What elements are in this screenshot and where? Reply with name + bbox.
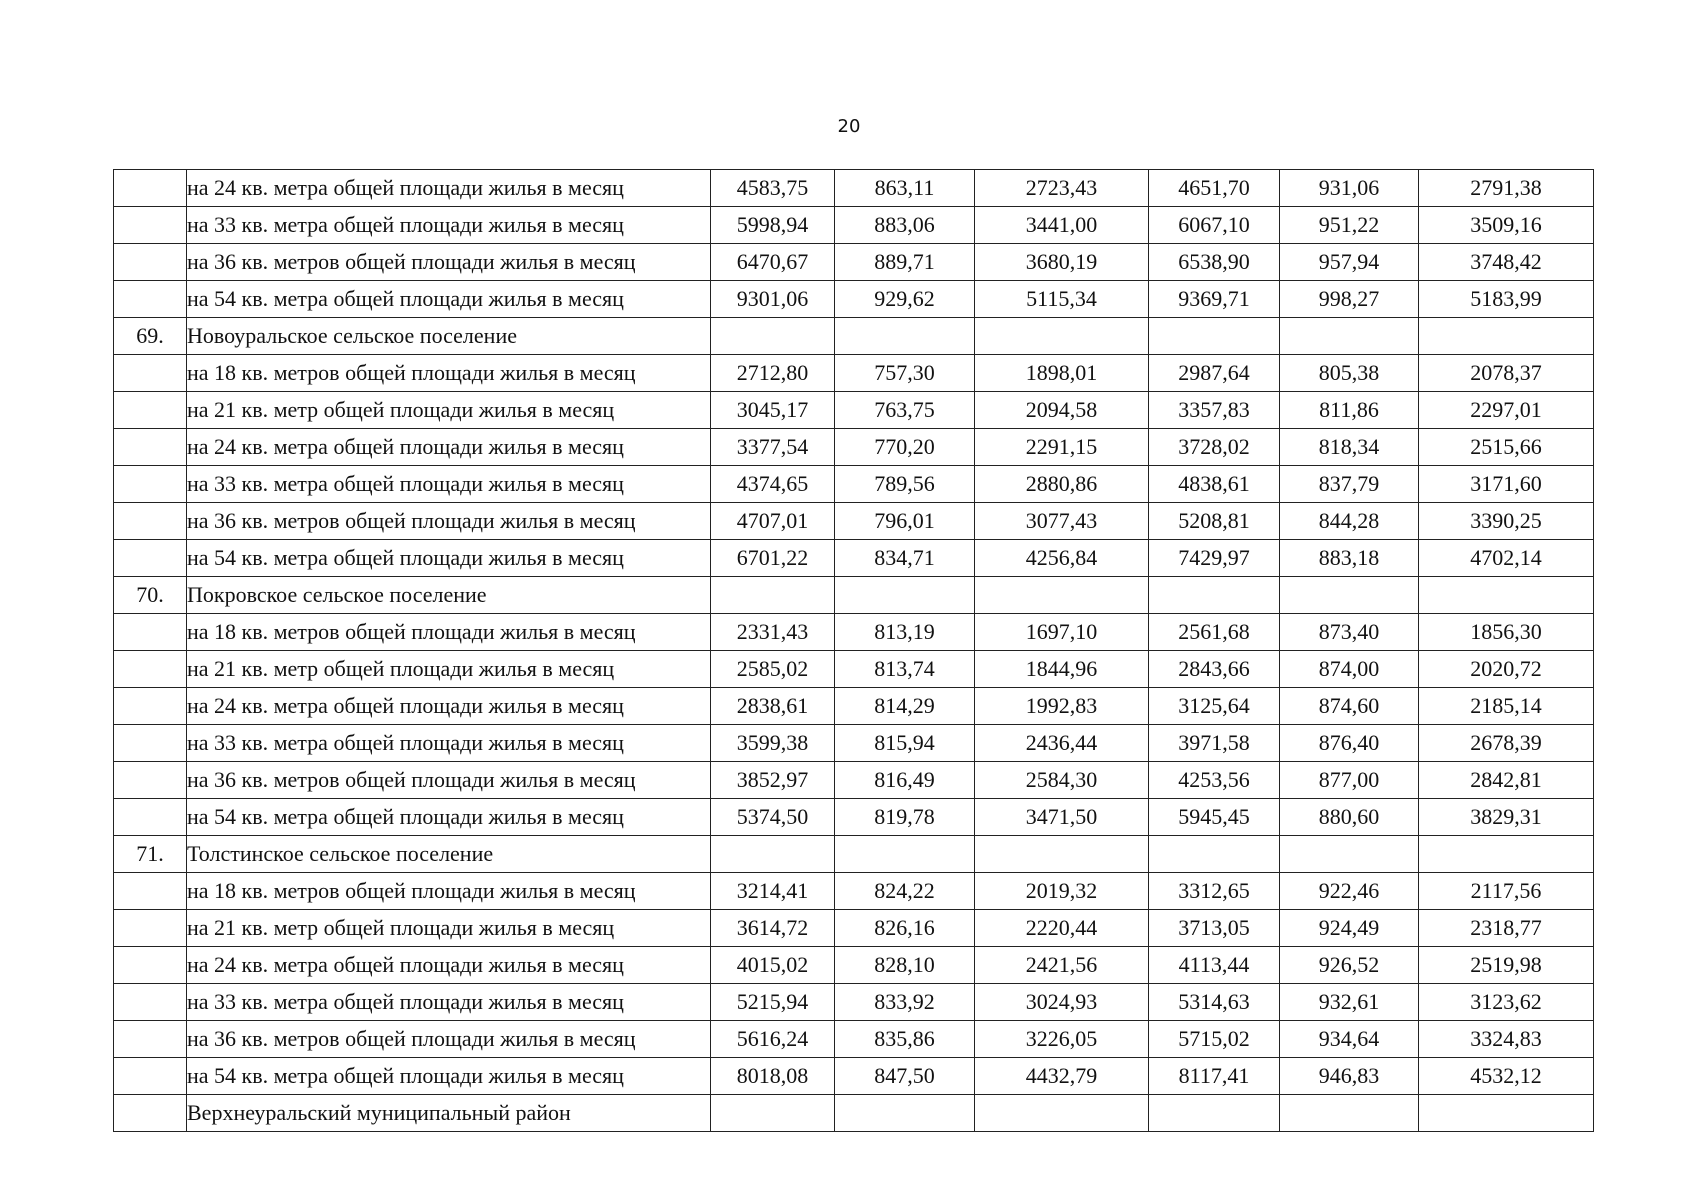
value-cell-5: 922,46 <box>1280 873 1419 910</box>
value-cell-4 <box>1149 836 1280 873</box>
value-cell-2 <box>835 318 975 355</box>
value-cell-6: 2515,66 <box>1419 429 1594 466</box>
row-description-cell: на 21 кв. метр общей площади жилья в месяц <box>187 392 711 429</box>
row-number-cell <box>114 1095 187 1132</box>
table-row <box>114 355 1594 392</box>
value-cell-4: 2561,68 <box>1149 614 1280 651</box>
table-row <box>114 1021 1594 1058</box>
value-cell-1: 2712,80 <box>711 355 835 392</box>
value-cell-6 <box>1419 836 1594 873</box>
value-cell-4: 3312,65 <box>1149 873 1280 910</box>
value-cell-2: 826,16 <box>835 910 975 947</box>
value-cell-1: 5215,94 <box>711 984 835 1021</box>
value-cell-3: 1697,10 <box>975 614 1149 651</box>
value-cell-6: 2185,14 <box>1419 688 1594 725</box>
value-cell-5: 876,40 <box>1280 725 1419 762</box>
value-cell-6: 4532,12 <box>1419 1058 1594 1095</box>
value-cell-2: 816,49 <box>835 762 975 799</box>
row-description-cell: на 54 кв. метра общей площади жилья в месяц <box>187 540 711 577</box>
value-cell-4: 4253,56 <box>1149 762 1280 799</box>
value-cell-4: 3728,02 <box>1149 429 1280 466</box>
row-number-cell <box>114 688 187 725</box>
row-number-cell <box>114 1058 187 1095</box>
value-cell-6: 2678,39 <box>1419 725 1594 762</box>
value-cell-5 <box>1280 318 1419 355</box>
value-cell-4: 9369,71 <box>1149 281 1280 318</box>
value-cell-1: 4583,75 <box>711 170 835 207</box>
value-cell-1: 3614,72 <box>711 910 835 947</box>
value-cell-6: 2297,01 <box>1419 392 1594 429</box>
value-cell-4: 5715,02 <box>1149 1021 1280 1058</box>
value-cell-6: 3829,31 <box>1419 799 1594 836</box>
value-cell-3: 3077,43 <box>975 503 1149 540</box>
value-cell-5: 874,60 <box>1280 688 1419 725</box>
value-cell-4: 6538,90 <box>1149 244 1280 281</box>
row-number-cell <box>114 614 187 651</box>
value-cell-3: 2094,58 <box>975 392 1149 429</box>
value-cell-6: 4702,14 <box>1419 540 1594 577</box>
value-cell-4: 4113,44 <box>1149 947 1280 984</box>
table-body <box>114 170 1594 1132</box>
value-cell-4: 4651,70 <box>1149 170 1280 207</box>
value-cell-4: 5945,45 <box>1149 799 1280 836</box>
row-number-cell <box>114 873 187 910</box>
value-cell-3: 4256,84 <box>975 540 1149 577</box>
value-cell-3 <box>975 836 1149 873</box>
value-cell-5: 844,28 <box>1280 503 1419 540</box>
value-cell-1: 3045,17 <box>711 392 835 429</box>
table-row <box>114 170 1594 207</box>
row-description-cell: Новоуральское сельское поселение <box>187 318 711 355</box>
row-number-cell <box>114 984 187 1021</box>
value-cell-4 <box>1149 318 1280 355</box>
value-cell-6: 3748,42 <box>1419 244 1594 281</box>
value-cell-5: 926,52 <box>1280 947 1419 984</box>
value-cell-1: 9301,06 <box>711 281 835 318</box>
value-cell-2: 889,71 <box>835 244 975 281</box>
value-cell-2: 789,56 <box>835 466 975 503</box>
value-cell-3 <box>975 318 1149 355</box>
value-cell-3: 2220,44 <box>975 910 1149 947</box>
value-cell-4: 5208,81 <box>1149 503 1280 540</box>
value-cell-6: 3171,60 <box>1419 466 1594 503</box>
table-row <box>114 688 1594 725</box>
value-cell-6: 2020,72 <box>1419 651 1594 688</box>
value-cell-3 <box>975 577 1149 614</box>
value-cell-2: 847,50 <box>835 1058 975 1095</box>
row-description-cell: на 33 кв. метра общей площади жилья в месяц <box>187 984 711 1021</box>
row-number-cell: 70. <box>114 577 187 614</box>
row-description-cell: на 33 кв. метра общей площади жилья в месяц <box>187 207 711 244</box>
row-number-cell <box>114 762 187 799</box>
value-cell-5: 880,60 <box>1280 799 1419 836</box>
value-cell-3: 2723,43 <box>975 170 1149 207</box>
value-cell-6: 3390,25 <box>1419 503 1594 540</box>
value-cell-2: 883,06 <box>835 207 975 244</box>
value-cell-5: 837,79 <box>1280 466 1419 503</box>
value-cell-5: 931,06 <box>1280 170 1419 207</box>
table-row <box>114 392 1594 429</box>
value-cell-5 <box>1280 836 1419 873</box>
row-number-cell <box>114 281 187 318</box>
row-number-cell <box>114 799 187 836</box>
table-row <box>114 281 1594 318</box>
value-cell-2 <box>835 1095 975 1132</box>
value-cell-4: 2987,64 <box>1149 355 1280 392</box>
table-row <box>114 503 1594 540</box>
table-row <box>114 577 1594 614</box>
value-cell-3: 3441,00 <box>975 207 1149 244</box>
row-description-cell: на 24 кв. метра общей площади жилья в месяц <box>187 688 711 725</box>
value-cell-1: 4015,02 <box>711 947 835 984</box>
value-cell-1: 3214,41 <box>711 873 835 910</box>
table-row <box>114 1058 1594 1095</box>
row-number-cell <box>114 947 187 984</box>
value-cell-2: 763,75 <box>835 392 975 429</box>
value-cell-1: 2585,02 <box>711 651 835 688</box>
table-row <box>114 244 1594 281</box>
value-cell-6: 2078,37 <box>1419 355 1594 392</box>
value-cell-4: 6067,10 <box>1149 207 1280 244</box>
row-number-cell <box>114 207 187 244</box>
value-cell-3: 3471,50 <box>975 799 1149 836</box>
row-description-cell: на 36 кв. метров общей площади жилья в месяц <box>187 762 711 799</box>
row-number-cell: 69. <box>114 318 187 355</box>
value-cell-6: 2318,77 <box>1419 910 1594 947</box>
value-cell-3: 2421,56 <box>975 947 1149 984</box>
value-cell-3: 2880,86 <box>975 466 1149 503</box>
value-cell-6: 3123,62 <box>1419 984 1594 1021</box>
value-cell-2: 814,29 <box>835 688 975 725</box>
value-cell-1: 5616,24 <box>711 1021 835 1058</box>
row-number-cell <box>114 466 187 503</box>
value-cell-5: 924,49 <box>1280 910 1419 947</box>
value-cell-5: 883,18 <box>1280 540 1419 577</box>
value-cell-1 <box>711 577 835 614</box>
row-description-cell: на 18 кв. метров общей площади жилья в месяц <box>187 355 711 392</box>
value-cell-1: 6470,67 <box>711 244 835 281</box>
row-number-cell <box>114 503 187 540</box>
value-cell-1: 2838,61 <box>711 688 835 725</box>
value-cell-2: 815,94 <box>835 725 975 762</box>
value-cell-4: 3357,83 <box>1149 392 1280 429</box>
value-cell-1: 5374,50 <box>711 799 835 836</box>
value-cell-2: 813,74 <box>835 651 975 688</box>
row-description-cell: на 36 кв. метров общей площади жилья в месяц <box>187 244 711 281</box>
table-row <box>114 836 1594 873</box>
table-row <box>114 725 1594 762</box>
row-description-cell: на 21 кв. метр общей площади жилья в месяц <box>187 910 711 947</box>
value-cell-1: 3852,97 <box>711 762 835 799</box>
table-row <box>114 947 1594 984</box>
row-description-cell: на 24 кв. метра общей площади жилья в месяц <box>187 947 711 984</box>
value-cell-3: 1898,01 <box>975 355 1149 392</box>
value-cell-3: 2291,15 <box>975 429 1149 466</box>
value-cell-4: 4838,61 <box>1149 466 1280 503</box>
value-cell-4: 7429,97 <box>1149 540 1280 577</box>
value-cell-5: 877,00 <box>1280 762 1419 799</box>
value-cell-3: 5115,34 <box>975 281 1149 318</box>
value-cell-5 <box>1280 1095 1419 1132</box>
value-cell-2: 757,30 <box>835 355 975 392</box>
value-cell-1: 4374,65 <box>711 466 835 503</box>
value-cell-3: 2019,32 <box>975 873 1149 910</box>
table-row <box>114 540 1594 577</box>
row-description-cell: на 36 кв. метров общей площади жилья в месяц <box>187 1021 711 1058</box>
value-cell-5: 957,94 <box>1280 244 1419 281</box>
value-cell-2 <box>835 836 975 873</box>
table-row <box>114 318 1594 355</box>
value-cell-5: 818,34 <box>1280 429 1419 466</box>
row-number-cell <box>114 910 187 947</box>
table-row <box>114 429 1594 466</box>
value-cell-4: 3125,64 <box>1149 688 1280 725</box>
value-cell-6: 2117,56 <box>1419 873 1594 910</box>
value-cell-5: 873,40 <box>1280 614 1419 651</box>
value-cell-1 <box>711 318 835 355</box>
row-description-cell: на 24 кв. метра общей площади жилья в месяц <box>187 429 711 466</box>
value-cell-2: 770,20 <box>835 429 975 466</box>
row-description-cell: Верхнеуральский муниципальный район <box>187 1095 711 1132</box>
value-cell-4: 2843,66 <box>1149 651 1280 688</box>
row-description-cell: Толстинское сельское поселение <box>187 836 711 873</box>
value-cell-5: 998,27 <box>1280 281 1419 318</box>
value-cell-6: 3324,83 <box>1419 1021 1594 1058</box>
row-description-cell: на 33 кв. метра общей площади жилья в месяц <box>187 725 711 762</box>
value-cell-5: 932,61 <box>1280 984 1419 1021</box>
value-cell-3: 2584,30 <box>975 762 1149 799</box>
value-cell-2: 819,78 <box>835 799 975 836</box>
row-description-cell: на 36 кв. метров общей площади жилья в месяц <box>187 503 711 540</box>
value-cell-5: 946,83 <box>1280 1058 1419 1095</box>
value-cell-3 <box>975 1095 1149 1132</box>
value-cell-6 <box>1419 577 1594 614</box>
value-cell-2: 834,71 <box>835 540 975 577</box>
value-cell-4 <box>1149 577 1280 614</box>
value-cell-6: 2842,81 <box>1419 762 1594 799</box>
value-cell-4: 3971,58 <box>1149 725 1280 762</box>
value-cell-3: 3226,05 <box>975 1021 1149 1058</box>
value-cell-2: 929,62 <box>835 281 975 318</box>
value-cell-2: 835,86 <box>835 1021 975 1058</box>
value-cell-5: 874,00 <box>1280 651 1419 688</box>
value-cell-1: 8018,08 <box>711 1058 835 1095</box>
value-cell-4: 3713,05 <box>1149 910 1280 947</box>
row-number-cell <box>114 429 187 466</box>
table-row <box>114 614 1594 651</box>
table-row <box>114 466 1594 503</box>
value-cell-2: 813,19 <box>835 614 975 651</box>
value-cell-5: 951,22 <box>1280 207 1419 244</box>
value-cell-2: 863,11 <box>835 170 975 207</box>
row-number-cell <box>114 651 187 688</box>
row-description-cell: на 54 кв. метра общей площади жилья в месяц <box>187 1058 711 1095</box>
value-cell-6: 2519,98 <box>1419 947 1594 984</box>
table-row <box>114 910 1594 947</box>
table-row <box>114 762 1594 799</box>
row-description-cell: на 54 кв. метра общей площади жилья в месяц <box>187 281 711 318</box>
row-number-cell <box>114 392 187 429</box>
value-cell-2: 824,22 <box>835 873 975 910</box>
row-description-cell: на 21 кв. метр общей площади жилья в месяц <box>187 651 711 688</box>
value-cell-6: 2791,38 <box>1419 170 1594 207</box>
value-cell-3: 3024,93 <box>975 984 1149 1021</box>
table-row <box>114 984 1594 1021</box>
value-cell-4: 5314,63 <box>1149 984 1280 1021</box>
row-number-cell <box>114 540 187 577</box>
value-cell-2: 828,10 <box>835 947 975 984</box>
table-row <box>114 651 1594 688</box>
value-cell-6 <box>1419 1095 1594 1132</box>
page-number: 20 <box>837 116 861 137</box>
row-number-cell <box>114 355 187 392</box>
table-row <box>114 799 1594 836</box>
row-description-cell: на 18 кв. метров общей площади жилья в месяц <box>187 873 711 910</box>
value-cell-1: 4707,01 <box>711 503 835 540</box>
table-row <box>114 1095 1594 1132</box>
value-cell-3: 4432,79 <box>975 1058 1149 1095</box>
value-cell-1: 3377,54 <box>711 429 835 466</box>
value-cell-2 <box>835 577 975 614</box>
value-cell-1 <box>711 836 835 873</box>
row-description-cell: на 54 кв. метра общей площади жилья в месяц <box>187 799 711 836</box>
table-row <box>114 207 1594 244</box>
value-cell-3: 3680,19 <box>975 244 1149 281</box>
value-cell-3: 1844,96 <box>975 651 1149 688</box>
value-cell-1: 3599,38 <box>711 725 835 762</box>
row-number-cell: 71. <box>114 836 187 873</box>
value-cell-5: 934,64 <box>1280 1021 1419 1058</box>
value-cell-1: 2331,43 <box>711 614 835 651</box>
value-cell-1: 5998,94 <box>711 207 835 244</box>
row-description-cell: на 33 кв. метра общей площади жилья в месяц <box>187 466 711 503</box>
value-cell-5 <box>1280 577 1419 614</box>
value-cell-6: 5183,99 <box>1419 281 1594 318</box>
value-cell-1 <box>711 1095 835 1132</box>
row-number-cell <box>114 725 187 762</box>
table-row <box>114 873 1594 910</box>
value-cell-1: 6701,22 <box>711 540 835 577</box>
value-cell-2: 833,92 <box>835 984 975 1021</box>
value-cell-3: 2436,44 <box>975 725 1149 762</box>
row-description-cell: на 18 кв. метров общей площади жилья в месяц <box>187 614 711 651</box>
value-cell-4 <box>1149 1095 1280 1132</box>
value-cell-2: 796,01 <box>835 503 975 540</box>
value-cell-5: 805,38 <box>1280 355 1419 392</box>
value-cell-6: 3509,16 <box>1419 207 1594 244</box>
value-cell-6: 1856,30 <box>1419 614 1594 651</box>
row-description-cell: Покровское сельское поселение <box>187 577 711 614</box>
value-cell-4: 8117,41 <box>1149 1058 1280 1095</box>
tariff-table <box>113 169 1594 1132</box>
row-number-cell <box>114 244 187 281</box>
value-cell-5: 811,86 <box>1280 392 1419 429</box>
row-description-cell: на 24 кв. метра общей площади жилья в месяц <box>187 170 711 207</box>
row-number-cell <box>114 1021 187 1058</box>
row-number-cell <box>114 170 187 207</box>
value-cell-3: 1992,83 <box>975 688 1149 725</box>
value-cell-6 <box>1419 318 1594 355</box>
